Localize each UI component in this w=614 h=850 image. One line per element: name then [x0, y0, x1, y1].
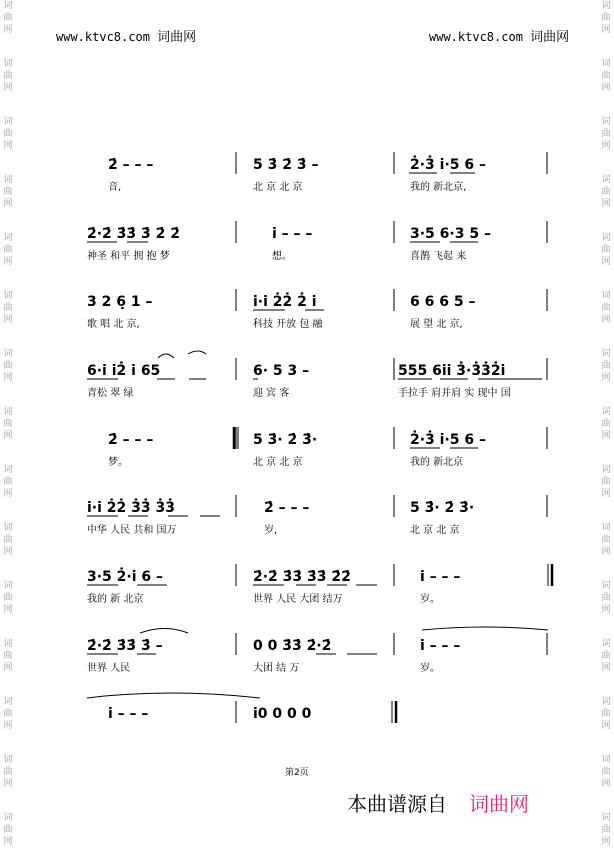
notation: 2̇·3̇ i̇·5 6 –	[410, 432, 487, 448]
watermark-char: 曲	[601, 187, 611, 197]
lyrics: 手拉手 肩并肩 实 现中 国	[398, 388, 511, 399]
notation: 2̇·3̇ i̇·5 6 –	[410, 157, 487, 173]
lyrics: 北 京 北 京	[410, 525, 460, 536]
lyrics: 大团 结 万	[253, 663, 300, 674]
watermark-char: 曲	[3, 129, 13, 139]
tie-arc	[158, 354, 174, 358]
watermark-char: 网	[601, 779, 611, 789]
lyrics: 音,	[108, 182, 122, 193]
watermark-char: 曲	[601, 71, 611, 81]
notation: 2̇·2̇ 3̇3̇ 3̇3̇ 2̇2̇	[253, 569, 351, 585]
lyrics: 想。	[272, 251, 292, 262]
watermark-char: 词	[3, 697, 13, 707]
notation: 2̇·2̇ 3̇3̇ 3̇ –	[87, 638, 163, 654]
lyrics: 科技 开放 包 融	[253, 319, 323, 330]
tie-arc	[87, 693, 260, 698]
lyrics: 世界 人民 大团 结万	[253, 594, 343, 605]
watermark-char: 词	[3, 349, 13, 359]
notation: 2̇ – – –	[264, 500, 310, 516]
notation: 3 2 6̣ 1 –	[87, 294, 153, 310]
watermark-char: 词	[601, 813, 611, 823]
watermark-char: 曲	[3, 71, 13, 81]
watermark-char: 网	[3, 489, 13, 499]
notation: 5 3̇· 2̇ 3̇·	[253, 432, 318, 448]
watermark-char: 词	[3, 1, 13, 11]
watermark-char: 曲	[601, 535, 611, 545]
watermark-char: 词	[601, 175, 611, 185]
notation: 5 3̇· 2̇ 3̇·	[410, 500, 475, 516]
watermark-char: 曲	[3, 825, 13, 835]
tie-arc	[140, 629, 188, 634]
watermark-char: 曲	[3, 361, 13, 371]
notation: i̇ – – –	[272, 226, 313, 242]
watermark-char: 曲	[601, 129, 611, 139]
notation: i̇·i̇ 2̇2̇ 2̇ i̇	[253, 294, 317, 310]
site-url: www.ktvc8.com	[56, 30, 150, 44]
lyrics: 神圣 和平 拥 抱 梦	[87, 251, 170, 262]
watermark-char: 词	[3, 581, 13, 591]
watermark-char: 网	[601, 605, 611, 615]
page-number: 第2页	[285, 768, 309, 778]
watermark-char: 词	[601, 697, 611, 707]
watermark-char: 曲	[3, 13, 13, 23]
watermark-char: 网	[601, 663, 611, 673]
notation: i̇ – – –	[420, 638, 461, 654]
watermark-char: 曲	[601, 825, 611, 835]
watermark-char: 曲	[3, 593, 13, 603]
watermark-char: 词	[601, 59, 611, 69]
watermark-char: 词	[601, 523, 611, 533]
watermark-char: 词	[601, 581, 611, 591]
lyrics: 岁。	[420, 594, 440, 605]
watermark-char: 词	[601, 291, 611, 301]
watermark-char: 网	[3, 25, 13, 35]
notation: i̇ – – –	[420, 569, 461, 585]
watermark-char: 曲	[3, 709, 13, 719]
notation: i̇·i̇ 2̇2̇ 3̇3̇ 3̇3̇	[87, 500, 175, 516]
notation: i̇ – – –	[108, 706, 149, 722]
watermark-char: 网	[601, 547, 611, 557]
watermark-char: 曲	[3, 477, 13, 487]
lyrics: 青松 翠 绿	[87, 388, 134, 399]
lyrics: 岁。	[420, 663, 440, 674]
watermark-char: 曲	[601, 651, 611, 661]
watermark-char: 词	[3, 291, 13, 301]
watermark-char: 曲	[601, 303, 611, 313]
lyrics: 岁,	[264, 525, 278, 536]
watermark-char: 曲	[601, 13, 611, 23]
lyrics: 北 京 北 京	[253, 457, 303, 468]
lyrics: 我的 新 北京	[87, 594, 144, 605]
watermark-char: 网	[601, 837, 611, 847]
watermark-char: 词	[601, 407, 611, 417]
watermark-char: 网	[3, 315, 13, 325]
watermark-char: 网	[601, 315, 611, 325]
watermark-char: 曲	[3, 535, 13, 545]
watermark-char: 曲	[601, 477, 611, 487]
watermark-char: 词	[3, 755, 13, 765]
watermark-char: 词	[3, 639, 13, 649]
watermark-char: 网	[601, 199, 611, 209]
watermark-char: 网	[601, 489, 611, 499]
watermark-char: 曲	[3, 767, 13, 777]
watermark-char: 网	[601, 257, 611, 267]
tie-arc	[422, 627, 548, 630]
watermark-char: 网	[3, 605, 13, 615]
watermark-char: 词	[3, 407, 13, 417]
watermark-char: 曲	[601, 767, 611, 777]
watermark-char: 网	[601, 83, 611, 93]
watermark-char: 词	[601, 349, 611, 359]
tie-arc	[188, 351, 206, 354]
watermark-char: 网	[601, 373, 611, 383]
watermark-char: 网	[601, 141, 611, 151]
lyrics: 歌 唱 北 京,	[87, 319, 140, 330]
watermark-char: 网	[601, 721, 611, 731]
watermark-char: 曲	[601, 593, 611, 603]
watermark-char: 词	[601, 233, 611, 243]
site-name: 词曲网	[157, 30, 197, 45]
watermark-char: 词	[3, 117, 13, 127]
watermark-char: 曲	[601, 361, 611, 371]
lyrics: 我的 新北京,	[410, 182, 467, 193]
watermark-char: 网	[3, 779, 13, 789]
watermark-char: 词	[3, 465, 13, 475]
notation: i̇0 0 0 0	[253, 706, 312, 722]
watermark-char: 词	[3, 813, 13, 823]
watermark-char: 网	[3, 721, 13, 731]
watermark-char: 曲	[601, 709, 611, 719]
lyrics: 我的 新北京	[410, 457, 464, 468]
notation: 0 0 3̇3̇ 2̇·2̇	[253, 638, 332, 654]
watermark-char: 曲	[3, 245, 13, 255]
notation: 6· 5 3 –	[253, 363, 310, 379]
watermark-char: 网	[3, 83, 13, 93]
watermark-char: 网	[3, 431, 13, 441]
site-url: www.ktvc8.com	[429, 30, 523, 44]
lyrics: 喜鹊 飞起 来	[410, 251, 467, 262]
watermark-char: 曲	[3, 651, 13, 661]
watermark-char: 词	[601, 1, 611, 11]
footer-brand-link[interactable]: 词曲网	[469, 792, 529, 816]
notation: 3·5 2̇·i̇ 6 –	[87, 569, 164, 585]
site-name: 词曲网	[530, 30, 570, 45]
lyrics: 北 京 北 京	[253, 182, 303, 193]
watermark-char: 网	[3, 257, 13, 267]
lyrics: 中华 人民 共和 国万	[87, 525, 177, 536]
watermark-char: 曲	[601, 245, 611, 255]
lyrics: 世界 人民	[87, 663, 131, 674]
watermark-char: 词	[3, 523, 13, 533]
watermark-char: 网	[3, 837, 13, 847]
watermark-char: 词	[601, 465, 611, 475]
notation: 5 3̇ 2̇ 3̇ –	[253, 157, 319, 173]
watermark-char: 词	[3, 175, 13, 185]
watermark-char: 网	[3, 663, 13, 673]
notation: 2̇·2̇ 3̇3̇ 3̇ 2̇ 2̇	[87, 226, 181, 242]
lyrics: 展 望 北 京,	[410, 319, 463, 330]
watermark-char: 词	[601, 755, 611, 765]
watermark-char: 网	[3, 199, 13, 209]
watermark-char: 曲	[3, 187, 13, 197]
notation: 6 6 6 5 –	[410, 294, 476, 310]
watermark-char: 网	[3, 373, 13, 383]
notation: 2̇ – – –	[108, 157, 154, 173]
lyrics: 梦。	[108, 457, 128, 468]
notation: 3·5 6·3 5 –	[410, 226, 491, 242]
notation: 2̇ – – –	[108, 432, 154, 448]
notation: 6·i̇ i̇2̇ i̇ 65	[87, 363, 161, 379]
watermark-char: 曲	[3, 419, 13, 429]
watermark-char: 词	[601, 117, 611, 127]
watermark-char: 曲	[601, 419, 611, 429]
notation: 555 6i̇i̇ 3̇·3̇3̇2̇i̇	[398, 363, 506, 379]
watermark-char: 词	[3, 59, 13, 69]
watermark-char: 网	[3, 547, 13, 557]
watermark-char: 网	[601, 25, 611, 35]
footer-text: 本曲谱源自	[347, 792, 447, 816]
lyrics: 迎 宾 客	[253, 388, 290, 399]
watermark-char: 网	[601, 431, 611, 441]
watermark-char: 词	[601, 639, 611, 649]
watermark-char: 曲	[3, 303, 13, 313]
watermark-char: 词	[3, 233, 13, 243]
watermark-char: 网	[3, 141, 13, 151]
source-footer	[347, 788, 529, 817]
